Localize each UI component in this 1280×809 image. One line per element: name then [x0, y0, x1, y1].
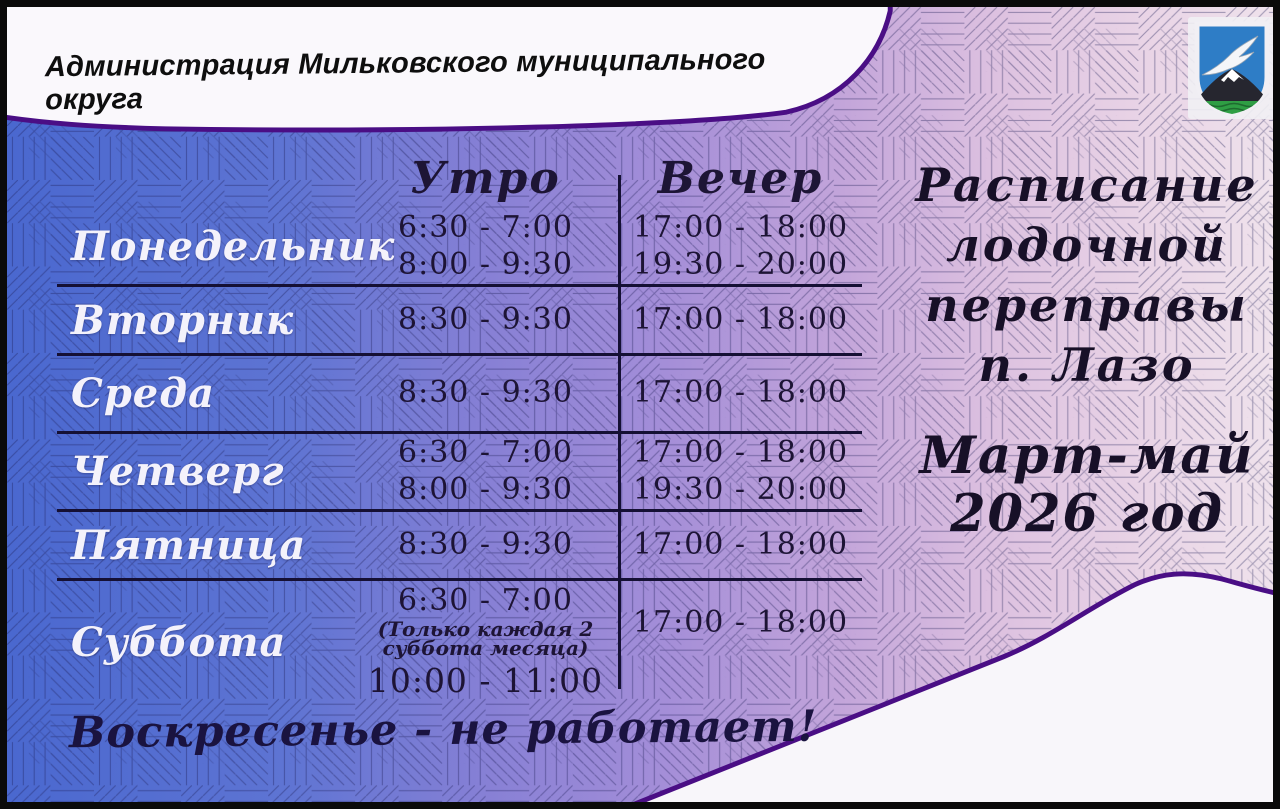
day-label: Суббота [71, 618, 287, 666]
table-row-monday [57, 209, 862, 287]
day-label: Понедельник [71, 223, 396, 270]
morning-time: 8:30 - 9:30 [398, 301, 573, 337]
day-label: Среда [71, 370, 215, 417]
morning-time: 8:00 - 9:30 [398, 246, 573, 282]
column-divider [618, 175, 621, 689]
morning-time: 8:30 - 9:30 [398, 526, 573, 562]
day-label: Четверг [71, 448, 285, 495]
evening-time: 17:00 - 18:00 [632, 605, 849, 640]
column-header-morning: Утро [410, 152, 561, 204]
saturday-note: (Только каждая 2 суббота месяца) [377, 617, 594, 661]
morning-time: 6:30 - 7:00 [398, 582, 573, 618]
day-label: Пятница [71, 521, 307, 569]
morning-time: 6:30 - 7:00 [398, 434, 573, 470]
poster-title-line: переправы [925, 278, 1249, 332]
administration-title: Администрация Мильковского муниципального округа [44, 43, 766, 117]
poster-title [897, 155, 1277, 395]
day-label: Вторник [71, 296, 295, 344]
morning-time: 6:30 - 7:00 [398, 209, 573, 245]
evening-time: 17:00 - 18:00 [632, 526, 849, 562]
evening-time: 19:30 - 20:00 [632, 246, 849, 282]
table-row-friday [57, 512, 862, 581]
table-row-wednesday [57, 356, 862, 434]
side-panel [897, 155, 1277, 543]
evening-time: 17:00 - 18:00 [632, 434, 849, 470]
evening-time: 17:00 - 18:00 [632, 301, 849, 337]
evening-time: 17:00 - 18:00 [632, 209, 849, 245]
morning-time: 10:00 - 11:00 [367, 661, 604, 701]
morning-time: 8:00 - 9:30 [398, 471, 573, 507]
poster-period [897, 427, 1277, 543]
evening-time: 17:00 - 18:00 [632, 375, 849, 411]
coat-of-arms-icon [1188, 17, 1276, 119]
poster-title-line: Расписание [915, 158, 1259, 212]
schedule-table [57, 147, 862, 703]
evening-time: 19:30 - 20:00 [632, 471, 849, 507]
poster-title-line: лодочной [946, 218, 1228, 272]
column-header-evening: Вечер [657, 152, 824, 204]
poster-period-line: 2026 год [950, 484, 1224, 544]
poster-title-line: п. Лазо [978, 338, 1196, 392]
table-row-saturday [57, 581, 862, 703]
table-header-row [57, 147, 862, 209]
table-row-thursday [57, 434, 862, 512]
poster-period-line: Март-май [919, 426, 1255, 486]
table-row-tuesday [57, 287, 862, 356]
morning-time: 8:30 - 9:30 [398, 375, 573, 411]
sunday-note: Воскресенье - не работает! [68, 701, 818, 759]
